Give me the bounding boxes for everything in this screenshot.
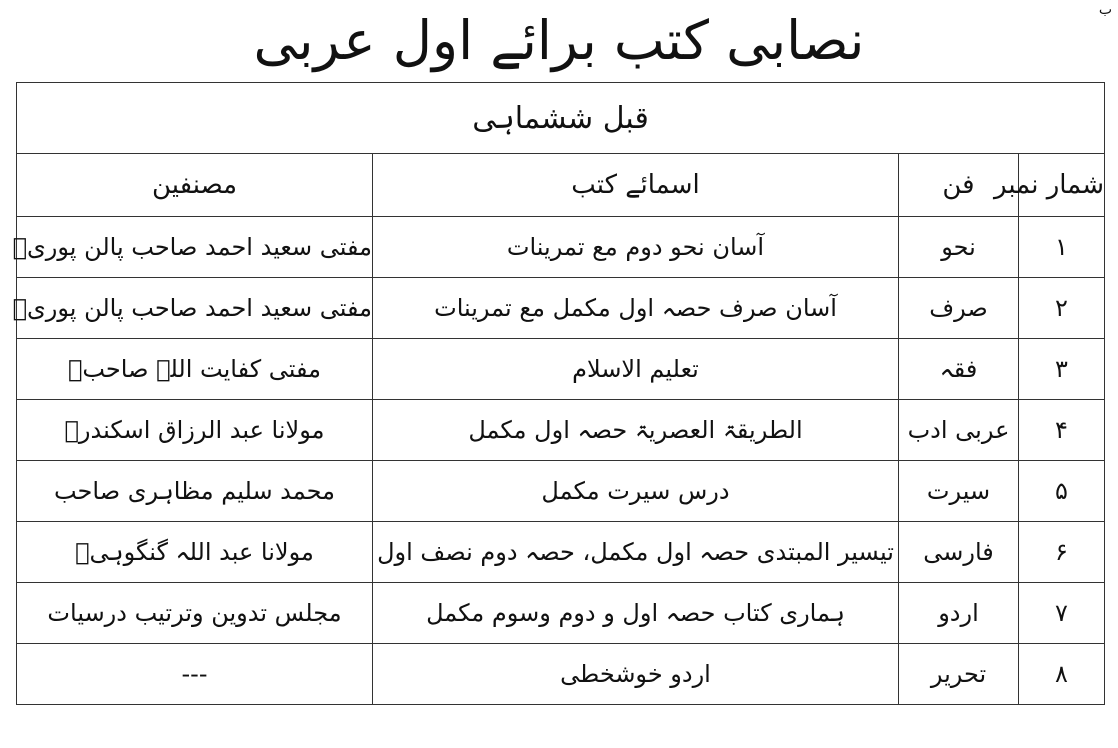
cell-serial: ۳ bbox=[1019, 339, 1105, 400]
table-row bbox=[17, 278, 1105, 339]
section-title: قبل ششماہی bbox=[17, 83, 1105, 154]
cell-serial: ۸ bbox=[1019, 644, 1105, 705]
cell-subject: نحو bbox=[899, 217, 1019, 278]
cell-book: الطریقۃ العصریۃ حصہ اول مکمل bbox=[373, 400, 899, 461]
header-authors: مصنفین bbox=[17, 154, 373, 217]
table-row bbox=[17, 217, 1105, 278]
cell-book: درس سیرت مکمل bbox=[373, 461, 899, 522]
cell-serial: ۲ bbox=[1019, 278, 1105, 339]
table-row bbox=[17, 522, 1105, 583]
cell-serial: ۱ bbox=[1019, 217, 1105, 278]
cell-book: آسان نحو دوم مع تمرینات bbox=[373, 217, 899, 278]
cell-author: محمد سلیم مظاہری صاحب bbox=[17, 461, 373, 522]
corner-mark: ب bbox=[1098, 2, 1112, 18]
cell-subject: اردو bbox=[899, 583, 1019, 644]
header-subject: فن bbox=[899, 154, 1019, 217]
table-row bbox=[17, 644, 1105, 705]
cell-serial: ۵ bbox=[1019, 461, 1105, 522]
table-row bbox=[17, 461, 1105, 522]
cell-author: مفتی سعید احمد صاحب پالن پوریؒ bbox=[17, 217, 373, 278]
section-row bbox=[17, 83, 1105, 154]
cell-subject: سیرت bbox=[899, 461, 1019, 522]
cell-subject: فقہ bbox=[899, 339, 1019, 400]
cell-book: ہماری کتاب حصہ اول و دوم وسوم مکمل bbox=[373, 583, 899, 644]
header-row bbox=[17, 154, 1105, 217]
cell-author: مولانا عبد الرزاق اسکندرؒ bbox=[17, 400, 373, 461]
cell-subject: صرف bbox=[899, 278, 1019, 339]
curriculum-table bbox=[12, 82, 1105, 705]
cell-author: مفتی سعید احمد صاحب پالن پوریؒ bbox=[17, 278, 373, 339]
cell-subject: فارسی bbox=[899, 522, 1019, 583]
header-books: اسمائے کتب bbox=[373, 154, 899, 217]
cell-author: --- bbox=[17, 644, 373, 705]
table-row bbox=[17, 339, 1105, 400]
cell-book: تعلیم الاسلام bbox=[373, 339, 899, 400]
cell-serial: ۶ bbox=[1019, 522, 1105, 583]
cell-author: مفتی کفایت اللہ صاحبؒ bbox=[17, 339, 373, 400]
cell-author: مجلس تدوین وترتیب درسیات bbox=[17, 583, 373, 644]
cell-serial: ۷ bbox=[1019, 583, 1105, 644]
cell-serial: ۴ bbox=[1019, 400, 1105, 461]
table-row bbox=[17, 583, 1105, 644]
cell-book: اردو خوشخطی bbox=[373, 644, 899, 705]
header-serial: شمار نمبر bbox=[1019, 154, 1105, 217]
cell-book: آسان صرف حصہ اول مکمل مع تمرینات bbox=[373, 278, 899, 339]
table-row bbox=[17, 400, 1105, 461]
cell-subject: عربی ادب bbox=[899, 400, 1019, 461]
page-title: نصابی کتب برائے اول عربی bbox=[253, 9, 865, 72]
cell-subject: تحریر bbox=[899, 644, 1019, 705]
cell-author: مولانا عبد اللہ گنگوہیؒ bbox=[17, 522, 373, 583]
cell-book: تیسیر المبتدی حصہ اول مکمل، حصہ دوم نصف اول bbox=[373, 522, 899, 583]
